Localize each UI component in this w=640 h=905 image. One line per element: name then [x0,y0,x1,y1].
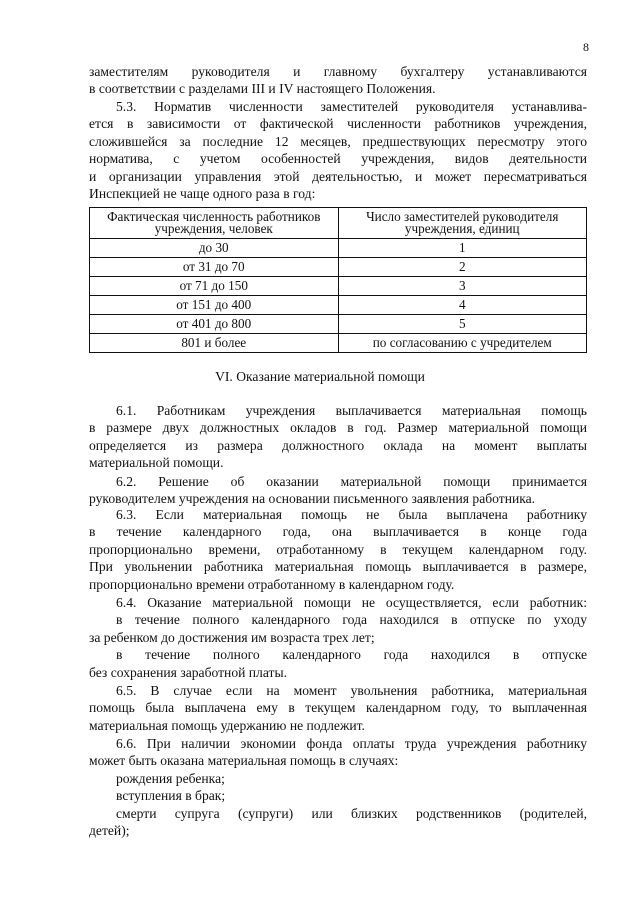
table-cell: от 401 до 800 [90,315,339,334]
text-line: 5.3. Норматив численности заместителей руководителя устанавлива- [116,99,587,114]
text-line: в размере двух должностных окладов в год. Размер материальной помощи [89,420,587,436]
paragraph-6-1 [89,402,587,472]
text-line: материальной помощи. [89,455,224,471]
deputies-norm-table [89,207,587,353]
text-line: заместителям руководителя и главному бухгалтеру устанавливаются [89,64,587,79]
text-line: 6.5. В случае если на момент увольнения работника, материальная [116,683,587,698]
table-row [90,315,587,334]
table-cell: 2 [338,258,587,277]
table-header: Фактическая численность работников учреждения, человек [90,208,339,239]
table-row [90,277,587,296]
text-line: Инспекцией не чаще одного раза в год: [89,186,316,202]
table-cell: от 31 до 70 [90,258,339,277]
text-line: детей); [89,823,130,839]
section-title: VI. Оказание материальной помощи [215,369,425,384]
paragraph-6-3 [89,506,587,593]
text-line: сложившейся за последние 12 месяцев, предшествующих пересмотру этого [89,133,587,149]
text-line: смерти супруга (супруги) или близких родственников (родителей, [116,805,587,821]
table-cell: 801 и более [90,334,339,353]
table-header-row [90,208,587,239]
text-line: пропорционально времени, отработанному в текущем календарном году. [89,541,587,557]
text-line: 6.1. Работникам учреждения выплачивается материальная помощь [116,403,587,418]
text-line: материальная помощь удержанию не подлежит. [89,717,365,733]
text-line: вступления в брак; [116,788,226,804]
table-row [90,334,587,353]
table-cell: от 151 до 400 [90,296,339,315]
intro-paragraph [89,63,587,98]
text-line: пропорционально времени отработанному в календарном году. [89,576,455,592]
text-line: определяется из размера должностного оклада на момент выплаты [89,437,587,453]
text-line: 6.4. Оказание материальной помощи не осуществляется, если работник: [116,595,587,610]
table-cell: 3 [338,277,587,296]
text-line: рождения ребенка; [116,770,225,786]
text-line: за ребенком до достижения им возраста трех лет; [89,629,375,645]
text-line: норматива, с учетом особенностей учреждения, видов деятельности [89,151,587,167]
table-cell: по согласованию с учредителем [338,334,587,353]
table-header: Число заместителей руководителя учреждения, единиц [338,208,587,239]
table-cell: 4 [338,296,587,315]
text-line: без сохранения заработной платы. [89,664,287,680]
table-cell: до 30 [90,239,339,258]
text-line: и организации управления этой деятельностью, и может пересматриваться [89,168,587,184]
paragraph-5-3 [89,98,587,202]
text-line: в течение календарного года, она выплачивается в конце года [89,524,587,540]
table-row [90,296,587,315]
text-line: 6.2. Решение об оказании материальной помощи принимается [116,474,587,489]
table-cell: 1 [338,239,587,258]
paragraph-6-5 [89,682,587,734]
text-line: 6.3. Если материальная помощь не была выплачена работнику [116,507,587,522]
paragraph-6-4 [89,594,587,681]
text-line: может быть оказана материальная помощь в случаях: [89,753,399,769]
table-cell: 5 [338,315,587,334]
text-line: в течение полного календарного года находился в отпуске по уходу [116,612,587,628]
text-line: ется в зависимости от фактической численности работников учреждения, [89,116,587,132]
text-line: При увольнении работника материальная помощь выплачивается в размере, [89,559,587,575]
page-number: 8 [583,40,589,54]
text-line: руководителем учреждения на основании письменного заявления работника. [89,491,536,507]
text-line: помощь была выплачена ему в текущем календарном году, то выплаченная [89,700,587,716]
table-row [90,239,587,258]
paragraph-6-2 [89,473,587,508]
table-row [90,258,587,277]
table-cell: от 71 до 150 [90,277,339,296]
paragraph-6-6 [89,735,587,839]
text-line: 6.6. При наличии экономии фонда оплаты труда учреждения работнику [116,736,587,751]
text-line: в соответствии с разделами III и IV настоящего Положения. [89,81,436,97]
text-line: в течение полного календарного года находился в отпуске [116,647,587,663]
